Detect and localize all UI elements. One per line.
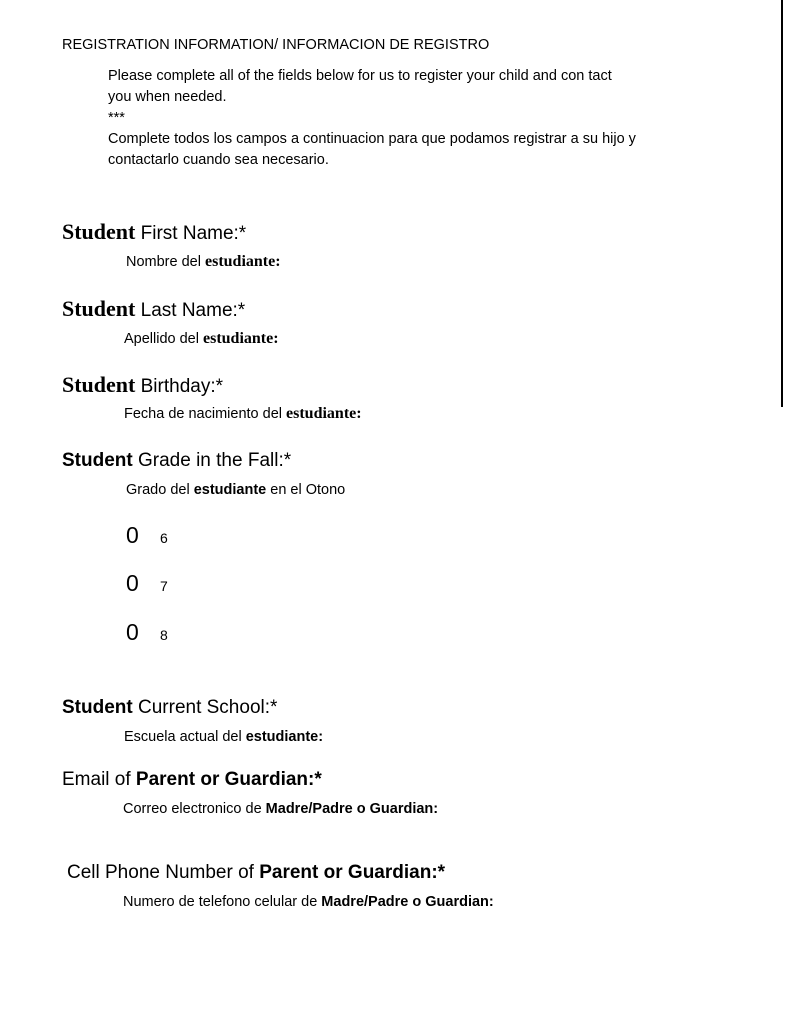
intro-separator: *** xyxy=(108,110,125,126)
email-label: Email of Parent or Guardian:* xyxy=(62,769,322,790)
intro-es-line-2: contactarlo cuando sea necesario. xyxy=(108,152,329,168)
birthday-sublabel: Fecha de nacimiento del estudiante: xyxy=(124,405,362,422)
radio-marker[interactable]: 0 xyxy=(126,570,139,596)
grade-option-label: 6 xyxy=(160,530,168,546)
phone-label: Cell Phone Number of Parent or Guardian:* xyxy=(67,862,446,883)
last-name-sublabel: Apellido del estudiante: xyxy=(124,330,279,347)
radio-marker[interactable]: 0 xyxy=(126,619,139,645)
radio-marker[interactable]: 0 xyxy=(126,522,139,548)
first-name-label: Student First Name:* xyxy=(62,219,247,244)
last-name-label: Student Last Name:* xyxy=(62,296,246,321)
page-edge-line xyxy=(781,0,783,407)
intro-en-line-1: Please complete all of the fields below for us to register your child and con tact xyxy=(108,68,612,84)
grade-option-7[interactable] xyxy=(126,570,168,597)
intro-es-line-1: Complete todos los campos a continuacion para que podamos registrar a su hijo y xyxy=(108,131,636,147)
grade-option-8[interactable] xyxy=(126,619,168,646)
grade-option-label: 7 xyxy=(160,578,168,594)
intro-en-line-2: you when needed. xyxy=(108,89,227,105)
grade-option-6[interactable] xyxy=(126,522,168,549)
school-sublabel: Escuela actual del estudiante: xyxy=(124,729,324,745)
first-name-sublabel: Nombre del estudiante: xyxy=(126,253,281,270)
grade-sublabel: Grado del estudiante en el Otono xyxy=(126,482,346,498)
intro-english xyxy=(108,66,708,171)
grade-label: Student Grade in the Fall:* xyxy=(62,450,292,471)
phone-sublabel: Numero de telefono celular de Madre/Padre o Guardian: xyxy=(123,894,494,910)
grade-option-label: 8 xyxy=(160,627,168,643)
school-label: Student Current School:* xyxy=(62,697,278,718)
email-sublabel: Correo electronico de Madre/Padre o Guardian: xyxy=(123,801,439,817)
page-title: REGISTRATION INFORMATION/ INFORMACION DE REGISTRO xyxy=(62,37,490,53)
birthday-label: Student Birthday:* xyxy=(62,372,224,397)
